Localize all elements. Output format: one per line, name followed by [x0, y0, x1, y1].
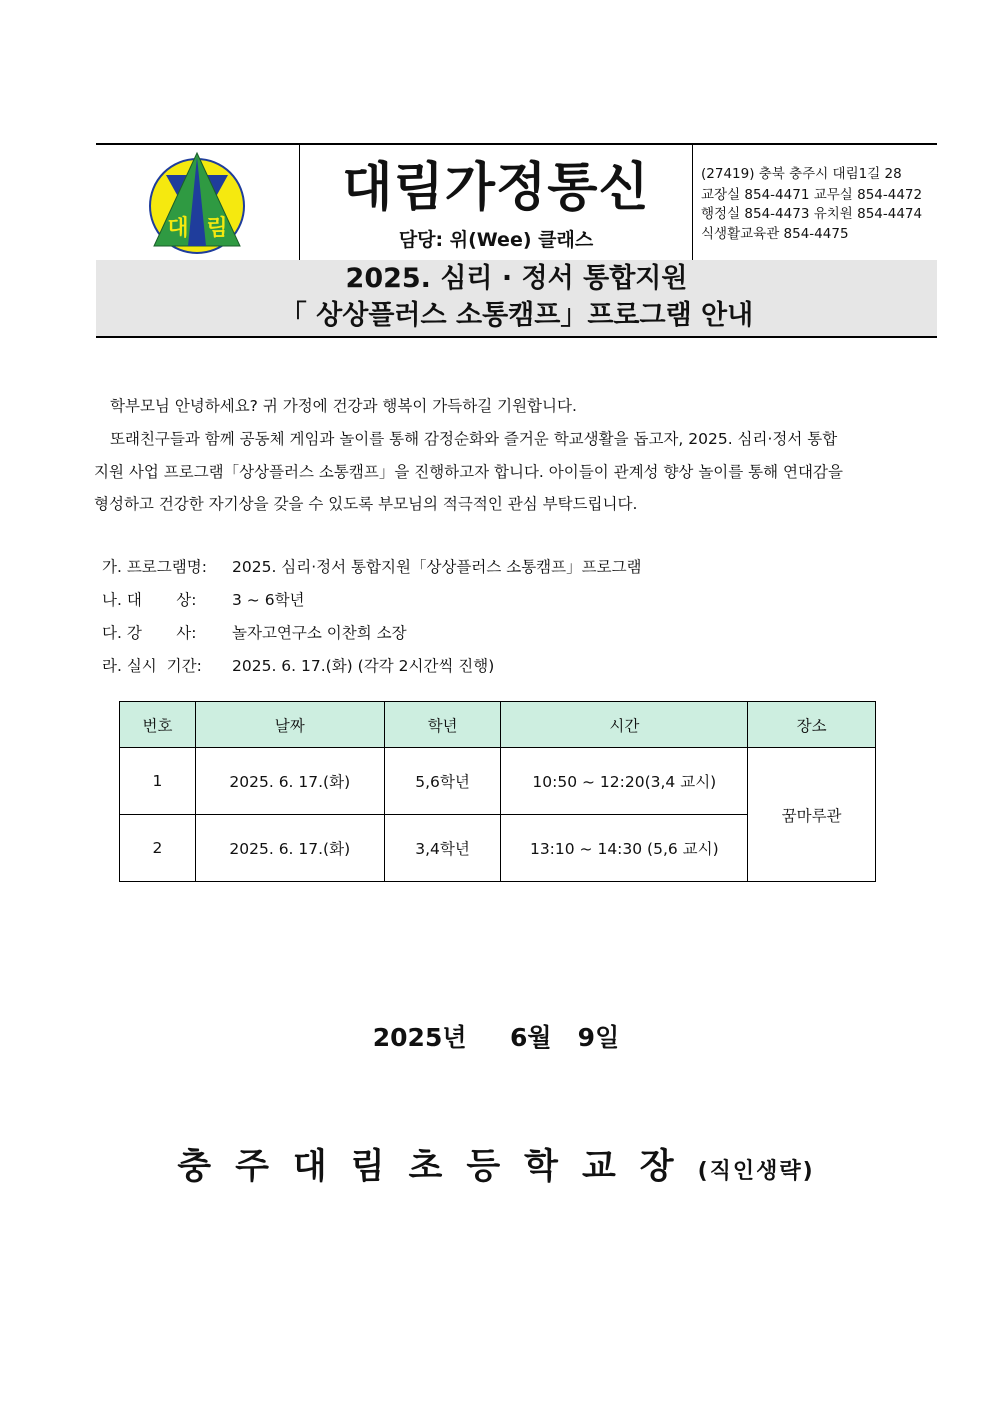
header-date: 날짜	[195, 702, 384, 748]
cell-place: 꿈마루관	[748, 748, 876, 882]
notice-banner	[96, 260, 937, 338]
item-key: 다. 강 사:	[102, 624, 197, 642]
contact-address: (27419) 충북 충주시 대림1길 28	[701, 166, 902, 182]
item-target	[102, 588, 305, 612]
letterhead	[96, 143, 937, 262]
logo-letter-left: 대	[167, 216, 189, 241]
contact-phone-2: 행정실 854-4473 유치원 854-4474	[701, 206, 923, 222]
contact-info	[693, 145, 937, 261]
item-value: 놀자고연구소 이찬희 소장	[232, 624, 407, 642]
contact-phone-1: 교장실 854-4471 교무실 854-4472	[701, 187, 923, 203]
issue-date: 2025년 6월 9일	[372, 1023, 620, 1052]
banner-line-1: 2025. 심리 · 정서 통합지원	[345, 263, 688, 294]
charge-line: 담당: 위(Wee) 클래스	[398, 229, 594, 251]
item-instructor	[102, 621, 407, 645]
header-number: 번호	[120, 702, 196, 748]
item-key: 나. 대 상:	[102, 591, 197, 609]
item-value: 3 ~ 6학년	[232, 591, 305, 609]
banner-line-2: 「 상상플러스 소통캠프」프로그램 안내	[279, 300, 754, 331]
cell-number: 1	[120, 748, 196, 815]
schedule-table	[119, 701, 876, 882]
paragraph-line-3: 형성하고 건강한 자기상을 갖을 수 있도록 부모님의 적극적인 관심 부탁드립니다.	[94, 495, 638, 513]
newsletter-title: 대림가정통신	[342, 158, 650, 218]
table-header-row	[120, 702, 876, 748]
paragraph-line-1: 또래친구들과 함께 공동체 게임과 놀이를 통해 감정순화와 즐거운 학교생활을 돕고자, 2025. 심리·정서 통합	[110, 430, 838, 448]
cell-time: 13:10 ~ 14:30 (5,6 교시)	[501, 815, 748, 882]
contact-phone-3: 식생활교육관 854-4475	[701, 226, 849, 242]
seal-note: (직인생략)	[697, 1159, 815, 1184]
item-key: 가. 프로그램명:	[102, 558, 207, 576]
table-row	[120, 748, 876, 815]
header-place: 장소	[748, 702, 876, 748]
cell-date: 2025. 6. 17.(화)	[195, 815, 384, 882]
cell-grade: 3,4학년	[384, 815, 501, 882]
header-time: 시간	[501, 702, 748, 748]
principal-signature	[0, 1142, 992, 1198]
principal-title: 충주대림초등학교장	[177, 1147, 698, 1187]
logo-letter-right: 림	[206, 216, 228, 241]
paragraph-line-2: 지원 사업 프로그램「상상플러스 소통캠프」을 진행하고자 합니다. 아이들이 관계성 향상 놀이를 통해 연대감을	[94, 463, 843, 481]
item-key: 라. 실시 기간:	[102, 657, 202, 675]
title-cell	[300, 145, 693, 261]
school-emblem-icon	[144, 151, 250, 255]
item-program-name	[102, 555, 642, 579]
item-value: 2025. 심리·정서 통합지원「상상플러스 소통캠프」프로그램	[232, 558, 642, 576]
item-value: 2025. 6. 17.(화) (각각 2시간씩 진행)	[232, 657, 495, 675]
cell-number: 2	[120, 815, 196, 882]
header-grade: 학년	[384, 702, 501, 748]
greeting: 학부모님 안녕하세요? 귀 가정에 건강과 행복이 가득하길 기원합니다.	[110, 397, 577, 415]
cell-grade: 5,6학년	[384, 748, 501, 815]
cell-time: 10:50 ~ 12:20(3,4 교시)	[501, 748, 748, 815]
cell-date: 2025. 6. 17.(화)	[195, 748, 384, 815]
logo-cell	[96, 145, 300, 261]
item-period	[102, 654, 494, 678]
